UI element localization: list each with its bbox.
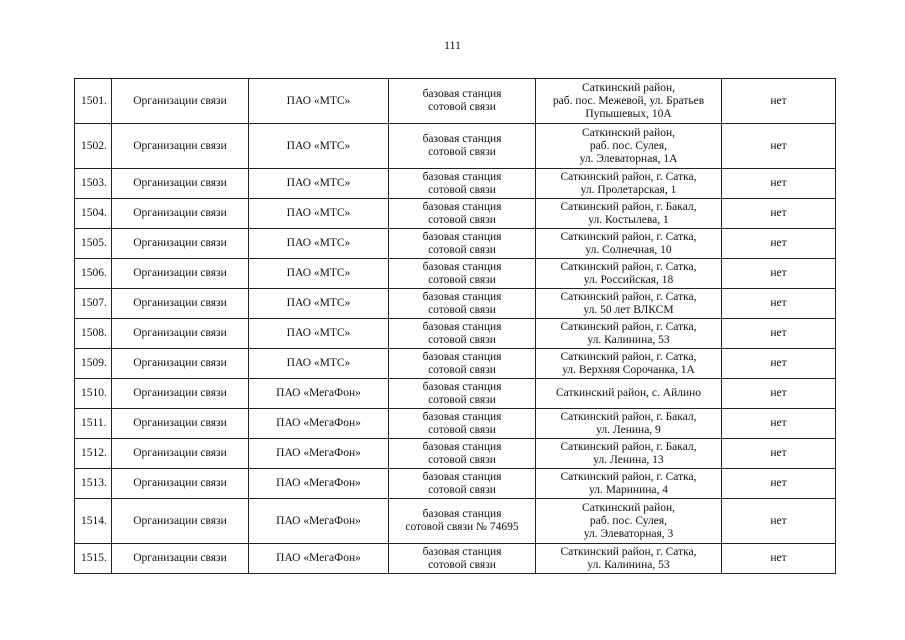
row-number: 1510. — [75, 379, 112, 409]
address — [536, 319, 722, 349]
address — [536, 499, 722, 544]
object-description-line: сотовой связи — [428, 558, 496, 571]
status-value: нет — [722, 439, 836, 469]
object-description-line: сотовой связи — [428, 243, 496, 256]
object-description-line: сотовой связи — [428, 183, 496, 196]
row-number: 1506. — [75, 259, 112, 289]
table-row — [75, 319, 836, 349]
object-description-line: сотовой связи — [428, 273, 496, 286]
object-description-line: сотовой связи — [428, 333, 496, 346]
registry-table — [74, 78, 836, 574]
object-description-line: сотовой связи № 74695 — [405, 521, 519, 533]
address — [536, 439, 722, 469]
row-number: 1512. — [75, 439, 112, 469]
table-row — [75, 259, 836, 289]
object-description-line: базовая станция — [422, 290, 502, 303]
organization-type: Организации связи — [112, 124, 249, 169]
object-description-line: базовая станция — [422, 320, 502, 333]
operator-name: ПАО «МТС» — [249, 319, 389, 349]
status-value: нет — [722, 544, 836, 574]
address — [536, 79, 722, 124]
address — [536, 259, 722, 289]
organization-type: Организации связи — [112, 259, 249, 289]
address — [536, 409, 722, 439]
object-description-line: сотовой связи — [428, 393, 496, 406]
object-description-line: сотовой связи — [428, 453, 496, 466]
address-line: Саткинский район, г. Сатка, — [560, 545, 697, 558]
organization-type: Организации связи — [112, 319, 249, 349]
object-description-line: сотовой связи — [428, 363, 496, 376]
object-description-line: базовая станция — [422, 260, 502, 273]
address-line: Саткинский район, — [581, 81, 676, 94]
address-line: Саткинский район, г. Сатка, — [560, 170, 697, 183]
address-line: Саткинский район, — [581, 501, 676, 514]
address-line: ул. Калинина, 53 — [587, 333, 670, 346]
organization-type: Организации связи — [112, 439, 249, 469]
object-description-line: сотовой связи — [428, 101, 496, 113]
organization-type: Организации связи — [112, 379, 249, 409]
row-number: 1514. — [75, 499, 112, 544]
row-number: 1504. — [75, 199, 112, 229]
object-description-line: базовая станция — [422, 545, 502, 558]
address-line: ул. Калинина, 53 — [587, 558, 670, 571]
table-row — [75, 289, 836, 319]
address-line: раб. пос. Сулея, — [589, 514, 668, 527]
status-value: нет — [722, 169, 836, 199]
operator-name: ПАО «МТС» — [249, 169, 389, 199]
object-description — [389, 439, 536, 469]
organization-type: Организации связи — [112, 469, 249, 499]
address — [536, 379, 722, 409]
organization-type: Организации связи — [112, 409, 249, 439]
object-description-line: базовая станция — [422, 170, 502, 183]
address — [536, 169, 722, 199]
address-line: раб. пос. Межевой, ул. Братьев — [552, 94, 705, 107]
row-number: 1505. — [75, 229, 112, 259]
address — [536, 199, 722, 229]
object-description-line: сотовой связи — [428, 483, 496, 496]
status-value: нет — [722, 379, 836, 409]
operator-name: ПАО «МегаФон» — [249, 499, 389, 544]
object-description — [389, 409, 536, 439]
table-row — [75, 379, 836, 409]
table-row — [75, 439, 836, 469]
address-line: Саткинский район, г. Сатка, — [560, 470, 697, 483]
address-line: ул. Пролетарская, 1 — [580, 183, 677, 196]
object-description-line: сотовой связи — [428, 213, 496, 226]
status-value: нет — [722, 124, 836, 169]
object-description — [389, 379, 536, 409]
page-number: 111 — [443, 38, 462, 52]
address-line: раб. пос. Сулея, — [589, 139, 668, 152]
organization-type: Организации связи — [112, 544, 249, 574]
row-number: 1513. — [75, 469, 112, 499]
object-description-line: базовая станция — [422, 133, 502, 145]
table-row — [75, 469, 836, 499]
address-line: Саткинский район, г. Бакал, — [560, 200, 697, 213]
status-value: нет — [722, 319, 836, 349]
address-line: ул. Российская, 18 — [583, 273, 674, 286]
operator-name: ПАО «МТС» — [249, 289, 389, 319]
object-description — [389, 229, 536, 259]
object-description — [389, 124, 536, 169]
row-number: 1509. — [75, 349, 112, 379]
table-row — [75, 349, 836, 379]
address — [536, 229, 722, 259]
address — [536, 349, 722, 379]
address-line: ул. Ленина, 13 — [593, 453, 664, 466]
address-line: Пупышевых, 10А — [585, 107, 672, 120]
organization-type: Организации связи — [112, 199, 249, 229]
object-description-line: базовая станция — [422, 410, 502, 423]
status-value: нет — [722, 199, 836, 229]
row-number: 1508. — [75, 319, 112, 349]
address-line: ул. Маринина, 4 — [588, 483, 669, 496]
row-number: 1515. — [75, 544, 112, 574]
object-description — [389, 199, 536, 229]
organization-type: Организации связи — [112, 79, 249, 124]
object-description-line: базовая станция — [422, 200, 502, 213]
operator-name: ПАО «МТС» — [249, 79, 389, 124]
address-line: Саткинский район, с. Айлино — [555, 387, 702, 399]
table-row — [75, 199, 836, 229]
address-line: ул. Элеваторная, 3 — [583, 527, 674, 540]
address-line: ул. Верхняя Сорочанка, 1А — [562, 363, 695, 376]
object-description-line: базовая станция — [422, 88, 502, 100]
registry-table-body — [75, 79, 836, 574]
row-number: 1503. — [75, 169, 112, 199]
object-description — [389, 259, 536, 289]
row-number: 1511. — [75, 409, 112, 439]
table-row — [75, 169, 836, 199]
operator-name: ПАО «МТС» — [249, 349, 389, 379]
organization-type: Организации связи — [112, 499, 249, 544]
object-description-line: сотовой связи — [428, 423, 496, 436]
operator-name: ПАО «МТС» — [249, 124, 389, 169]
address-line: Саткинский район, г. Сатка, — [560, 320, 697, 333]
object-description — [389, 349, 536, 379]
status-value: нет — [722, 259, 836, 289]
table-row — [75, 544, 836, 574]
status-value: нет — [722, 499, 836, 544]
object-description — [389, 79, 536, 124]
table-row — [75, 79, 836, 124]
address — [536, 469, 722, 499]
status-value: нет — [722, 79, 836, 124]
organization-type: Организации связи — [112, 229, 249, 259]
status-value: нет — [722, 409, 836, 439]
address-line: Саткинский район, г. Бакал, — [560, 410, 697, 423]
operator-name: ПАО «МегаФон» — [249, 469, 389, 499]
table-row — [75, 124, 836, 169]
address — [536, 124, 722, 169]
operator-name: ПАО «МТС» — [249, 229, 389, 259]
status-value: нет — [722, 469, 836, 499]
status-value: нет — [722, 289, 836, 319]
address-line: Саткинский район, г. Сатка, — [560, 290, 697, 303]
operator-name: ПАО «МегаФон» — [249, 379, 389, 409]
operator-name: ПАО «МегаФон» — [249, 439, 389, 469]
organization-type: Организации связи — [112, 169, 249, 199]
table-row — [75, 409, 836, 439]
address-line: ул. Костылева, 1 — [588, 213, 669, 226]
row-number: 1507. — [75, 289, 112, 319]
operator-name: ПАО «МТС» — [249, 259, 389, 289]
object-description — [389, 499, 536, 544]
address-line: ул. Элеваторная, 1А — [579, 152, 678, 165]
object-description-line: базовая станция — [422, 440, 502, 453]
organization-type: Организации связи — [112, 289, 249, 319]
row-number: 1501. — [75, 79, 112, 124]
operator-name: ПАО «МегаФон» — [249, 544, 389, 574]
row-number: 1502. — [75, 124, 112, 169]
organization-type: Организации связи — [112, 349, 249, 379]
object-description — [389, 319, 536, 349]
table-row — [75, 229, 836, 259]
address — [536, 544, 722, 574]
object-description — [389, 469, 536, 499]
table-row — [75, 499, 836, 544]
object-description — [389, 544, 536, 574]
operator-name: ПАО «МТС» — [249, 199, 389, 229]
address-line: Саткинский район, г. Сатка, — [560, 230, 697, 243]
object-description-line: базовая станция — [422, 470, 502, 483]
object-description — [389, 289, 536, 319]
status-value: нет — [722, 229, 836, 259]
object-description-line: сотовой связи — [428, 146, 496, 158]
operator-name: ПАО «МегаФон» — [249, 409, 389, 439]
object-description — [389, 169, 536, 199]
address-line: Саткинский район, г. Сатка, — [560, 350, 697, 363]
address-line: Саткинский район, г. Сатка, — [560, 260, 697, 273]
address-line: ул. Солнечная, 10 — [585, 243, 672, 256]
address-line: ул. Ленина, 9 — [596, 423, 661, 436]
status-value: нет — [722, 349, 836, 379]
object-description-line: базовая станция — [422, 380, 502, 393]
address — [536, 289, 722, 319]
object-description-line: базовая станция — [422, 350, 502, 363]
object-description-line: базовая станция — [422, 230, 502, 243]
object-description-line: сотовой связи — [428, 303, 496, 316]
address-line: ул. 50 лет ВЛКСМ — [583, 303, 674, 316]
address-line: Саткинский район, г. Бакал, — [560, 440, 697, 453]
object-description-line: базовая станция — [422, 508, 502, 520]
address-line: Саткинский район, — [581, 126, 676, 139]
